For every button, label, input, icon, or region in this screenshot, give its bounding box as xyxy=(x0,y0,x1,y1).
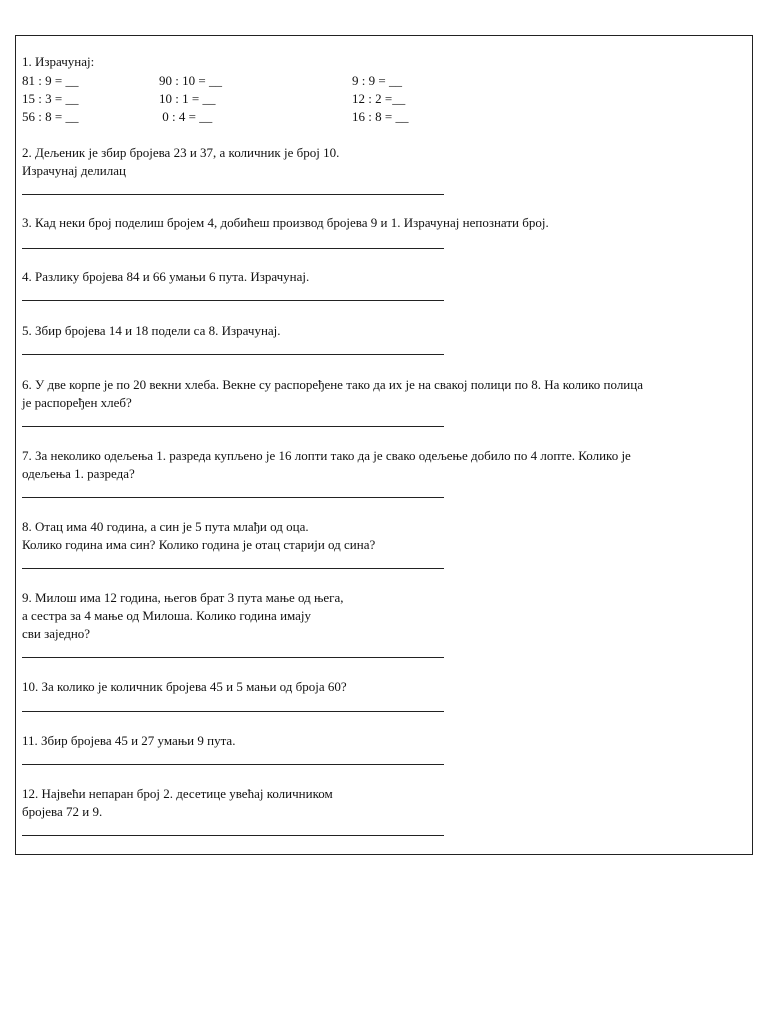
task-7-text: 7. За неколико одељења 1. разреда купљено је 16 лопти тако да је свако одељење добило по 4 лопте. Колико је xyxy=(22,448,631,463)
answer-line[interactable] xyxy=(22,835,444,836)
task-7-text: одељења 1. разреда? xyxy=(22,466,135,481)
task-1-expr: 12 : 2 =__ xyxy=(352,91,406,106)
task-8-text: 8. Отац има 40 година, а син је 5 пута млађи од оца. xyxy=(22,519,309,534)
task-2-text: 2. Дељеник је збир бројева 23 и 37, а количник је број 10. xyxy=(22,145,340,160)
task-4-text: 4. Разлику бројева 84 и 66 умањи 6 пута. Израчунај. xyxy=(22,269,310,284)
answer-line[interactable] xyxy=(22,354,444,355)
task-11-text: 11. Збир бројева 45 и 27 умањи 9 пута. xyxy=(22,733,236,748)
task-1-expr: 16 : 8 = __ xyxy=(352,109,409,124)
answer-line[interactable] xyxy=(22,568,444,569)
task-1-expr: 81 : 9 = __ xyxy=(22,73,79,88)
task-8-text: Колико година има син? Колико година је отац старији од сина? xyxy=(22,537,376,552)
answer-line[interactable] xyxy=(22,657,444,658)
task-5-text: 5. Збир бројева 14 и 18 подели са 8. Израчунај. xyxy=(22,323,281,338)
answer-line[interactable] xyxy=(22,248,444,249)
task-1-expr: 15 : 3 = __ xyxy=(22,91,79,106)
task-1-title: 1. Израчунај: xyxy=(22,54,95,69)
task-1-expr: 9 : 9 = __ xyxy=(352,73,402,88)
answer-line[interactable] xyxy=(22,426,444,427)
answer-line[interactable] xyxy=(22,497,444,498)
task-10-text: 10. За колико је количник бројева 45 и 5 мањи од броја 60? xyxy=(22,679,347,694)
task-12-text: 12. Највећи непаран број 2. десетице увећај количником xyxy=(22,786,333,801)
task-6-text: је распоређен хлеб? xyxy=(22,395,132,410)
task-9-text: а сестра за 4 мање од Милоша. Колико година имају xyxy=(22,608,312,623)
task-3-text: 3. Кад неки број поделиш бројем 4, добићеш производ бројева 9 и 1. Израчунај непознати број. xyxy=(22,215,549,230)
task-1-expr: 10 : 1 = __ xyxy=(159,91,216,106)
task-9-text: сви заједно? xyxy=(22,626,91,641)
task-6-text: 6. У две корпе је по 20 векни хлеба. Векне су распоређене тако да их је на свакој полици по 8. На колико полица xyxy=(22,377,643,392)
answer-line[interactable] xyxy=(22,764,444,765)
task-12-text: бројева 72 и 9. xyxy=(22,804,103,819)
answer-line[interactable] xyxy=(22,711,444,712)
task-1-expr: 0 : 4 = __ xyxy=(159,109,213,124)
answer-line[interactable] xyxy=(22,300,444,301)
task-1-expr: 90 : 10 = __ xyxy=(159,73,222,88)
answer-line[interactable] xyxy=(22,194,444,195)
task-9-text: 9. Милош има 12 година, његов брат 3 пута мање од њега, xyxy=(22,590,344,605)
task-1-expr: 56 : 8 = __ xyxy=(22,109,79,124)
task-2-text: Израчунај делилац xyxy=(22,163,126,178)
